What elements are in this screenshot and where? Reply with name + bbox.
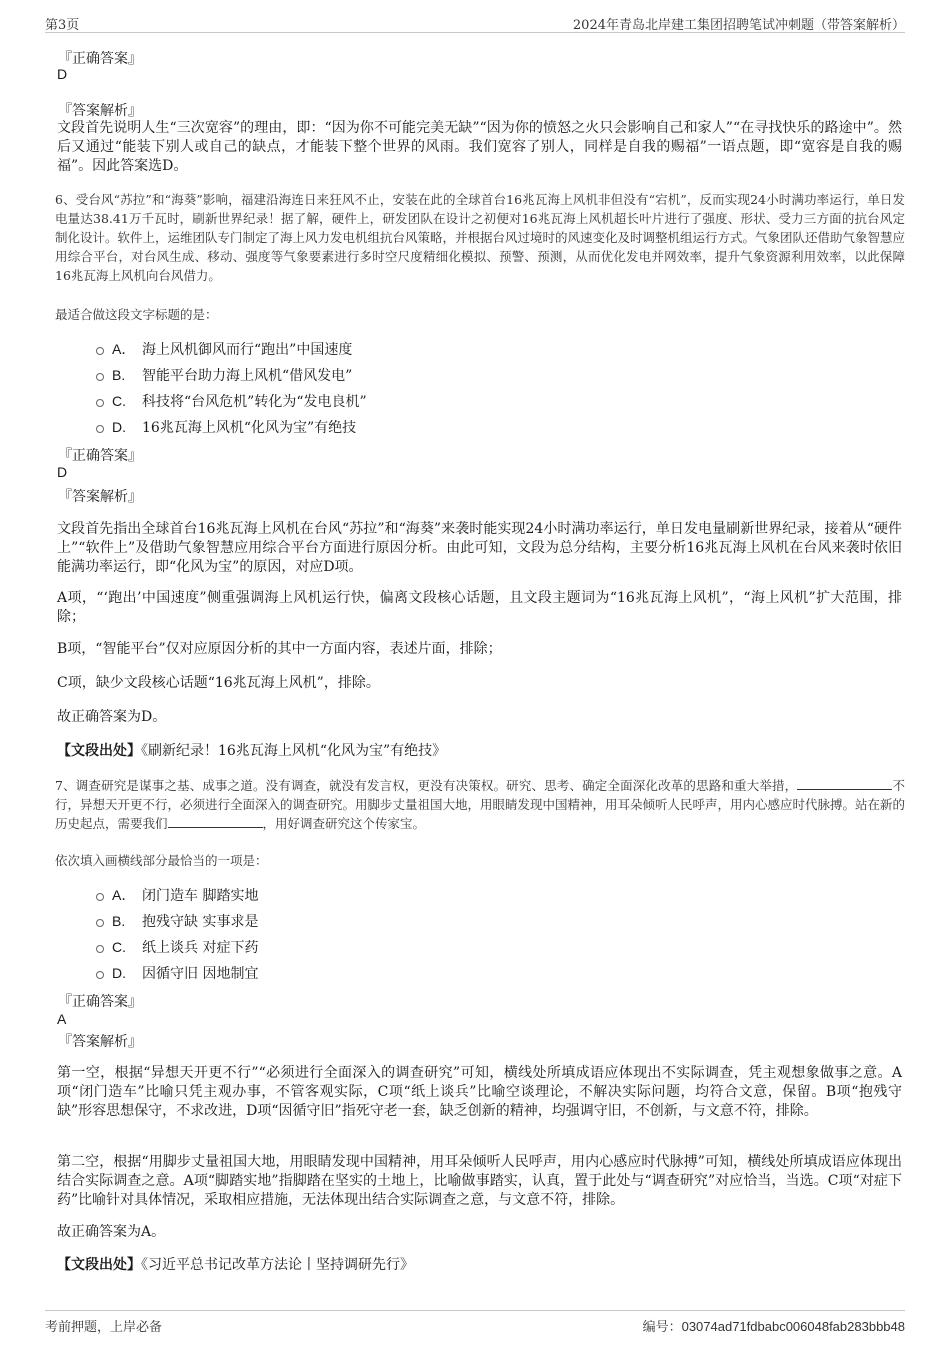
option-a[interactable] [96, 885, 258, 905]
answer-value: A [57, 1011, 67, 1027]
footer-slogan: 考前押题，上岸必备 [45, 1320, 163, 1335]
option-text: 闭门造车 脚踏实地 [142, 888, 259, 904]
source-title: 《习近平总书记改革方法论丨坚持调研先行》 [141, 1257, 414, 1273]
analysis-paragraph: 故正确答案为D。 [57, 709, 167, 725]
fill-blank [797, 777, 892, 790]
question-prompt: 最适合做这段文字标题的是： [55, 307, 218, 322]
radio-icon[interactable] [96, 347, 104, 355]
document-title: 2024年青岛北岸建工集团招聘笔试冲刺题（带答案解析） [572, 18, 905, 33]
analysis-label: 『答案解析』 [58, 1034, 142, 1050]
question-text-part: ，用好调查研究这个传家宝。 [262, 816, 426, 831]
analysis-paragraph: C项，缺少文段核心话题“16兆瓦海上风机”，排除。 [57, 675, 380, 691]
option-b[interactable] [96, 911, 258, 931]
source-label: 【文段出处】 [57, 1257, 141, 1273]
analysis-paragraph: A项，“‘跑出’中国速度”侧重强调海上风机运行快，偏离文段核心话题，且文段主题词为“16兆瓦海上风机”，“海上风机”扩大范围，排除； [57, 590, 902, 625]
option-text: 16兆瓦海上风机“化风为宝”有绝技 [142, 420, 357, 436]
answer-label: 『正确答案』 [58, 448, 142, 464]
question-text-part: 7、调查研究是谋事之基、成事之道。没有调查，就没有发言权，更没有决策权。研究、思考、确定全面深化改革的思路和重大举措， [55, 778, 798, 793]
question-prompt: 依次填入画横线部分最恰当的一项是： [55, 853, 268, 868]
analysis-paragraph: B项，“智能平台”仅对应原因分析的其中一方面内容，表述片面，排除； [57, 641, 502, 657]
answer-label: 『正确答案』 [58, 994, 142, 1010]
radio-icon[interactable] [96, 425, 104, 433]
option-key: A． [112, 341, 136, 357]
option-text: 科技将“台风危机”转化为“发电良机” [142, 394, 367, 410]
question-text-part: 不行，异想天开更不行，必须进行全面深入的调查研究。用脚步丈量祖国大地，用眼睛发现中国精神，用耳朵倾听人民呼声，用内心感应时代脉搏。站在新的历史起点，需要我们 [55, 778, 906, 831]
page-number: 第3页 [45, 18, 80, 33]
answer-value: D [57, 464, 68, 480]
option-key: C. [112, 939, 126, 955]
analysis-text: 文段首先说明人生“三次宽容”的理由，即：“因为你不可能完美无缺”“因为你的愤怒之火只会影响自己和家人”“在寻找快乐的路途中”。然后又通过“能装下别人或自己的缺点，才能装下整个世界的风雨。我们宽容了别人，同样是自我的赐福”一语点题，即“宽容是自我的赐福”。因此答案选D。 [57, 120, 902, 174]
radio-icon[interactable] [96, 945, 104, 953]
page-header [45, 12, 905, 33]
option-c[interactable] [96, 937, 258, 957]
analysis-paragraph: 第二空，根据“用脚步丈量祖国大地，用眼睛发现中国精神，用耳朵倾听人民呼声，用内心感应时代脉搏”可知，横线处所填成语应体现出结合实际调查之意。A项“脚踏实地”指脚踏在坚实的土地上，比喻做事踏实，认真，置于此处与“调查研究”对应恰当，当选。C项“对症下药”比喻针对具体情况，采取相应措施，无法体现出结合实际调查之意，与文意不符，排除。 [57, 1154, 902, 1208]
option-text: 海上风机御风而行“跑出”中国速度 [142, 342, 353, 358]
radio-icon[interactable] [96, 893, 104, 901]
option-key: B. [112, 367, 126, 383]
source-line [57, 1256, 902, 1275]
analysis-paragraph: 故正确答案为A。 [57, 1224, 166, 1240]
option-text: 智能平台助力海上风机“借风发电” [142, 368, 353, 384]
analysis-paragraph: 文段首先指出全球首台16兆瓦海上风机在台风“苏拉”和“海葵”来袭时能实现24小时满功率运行，单日发电量刷新世界纪录，接着从“硬件上”“软件上”及借助气象智慧应用综合平台方面进行原因分析。由此可知，文段为总分结构，主要分析16兆瓦海上风机在台风来袭时依旧能满功率运行，即“化风为宝”的原因，对应D项。 [57, 521, 902, 575]
fill-blank [168, 815, 263, 828]
answer-label: 『正确答案』 [58, 51, 142, 67]
option-a[interactable] [96, 339, 352, 359]
radio-icon[interactable] [96, 971, 104, 979]
radio-icon[interactable] [96, 399, 104, 407]
source-label: 【文段出处】 [57, 743, 141, 759]
option-key: A． [112, 887, 136, 903]
source-line [57, 742, 902, 761]
radio-icon[interactable] [96, 919, 104, 927]
option-key: D. [112, 965, 126, 981]
answer-value: D [57, 66, 68, 82]
option-b[interactable] [96, 365, 352, 385]
document-id: 编号：03074ad71fdbabc006048fab283bbb48 [642, 1319, 905, 1334]
option-key: B. [112, 913, 126, 929]
option-key: C. [112, 393, 126, 409]
analysis-label: 『答案解析』 [58, 103, 142, 119]
option-text: 因循守旧 因地制宜 [142, 966, 259, 982]
analysis-paragraph: 第一空，根据“异想天开更不行”“必须进行全面深入的调查研究”可知，横线处所填成语应体现出不实际调查，凭主观想象做事之意。A项“闭门造车”比喻只凭主观办事，不管客观实际，C项“纸上谈兵”比喻空谈理论，不解决实际问题，均符合文意，保留。B项“抱残守缺”形容思想保守，不求改进，D项“因循守旧”指死守老一套，缺乏创新的精神，均强调守旧，不创新，与文意不符，排除。 [57, 1065, 902, 1119]
question-text [55, 776, 905, 833]
option-d[interactable] [96, 963, 258, 983]
option-c[interactable] [96, 391, 367, 411]
option-key: D. [112, 419, 126, 435]
option-text: 纸上谈兵 对症下药 [142, 940, 259, 956]
source-title: 《刷新纪录！16兆瓦海上风机“化风为宝”有绝技》 [141, 743, 447, 759]
radio-icon[interactable] [96, 373, 104, 381]
page-footer [45, 1310, 905, 1333]
question-text: 6、受台风“苏拉”和“海葵”影响，福建沿海连日来狂风不止，安装在此的全球首台16兆瓦海上风机非但没有“宕机”，反而实现24小时满功率运行，单日发电量达38.41万千瓦时，刷新世界纪录！据了解，硬件上，研发团队在设计之初便对16兆瓦海上风机超长叶片进行了强度、形状、受力三方面的抗台风定制化设计。软件上，运维团队专门制定了海上风力发电机组抗台风策略，并根据台风过境时的风速变化及时调整机组运行方式。气象团队还借助气象智慧应用综合平台，对台风生成、移动、强度等气象要素进行多时空尺度精细化模拟、预警、预测，从而优化发电并网效率，提升气象资源利用效率，以此保障16兆瓦海上风机向台风借力。 [55, 192, 906, 283]
option-text: 抱残守缺 实事求是 [142, 914, 259, 930]
analysis-label: 『答案解析』 [58, 489, 142, 505]
option-d[interactable] [96, 417, 356, 437]
